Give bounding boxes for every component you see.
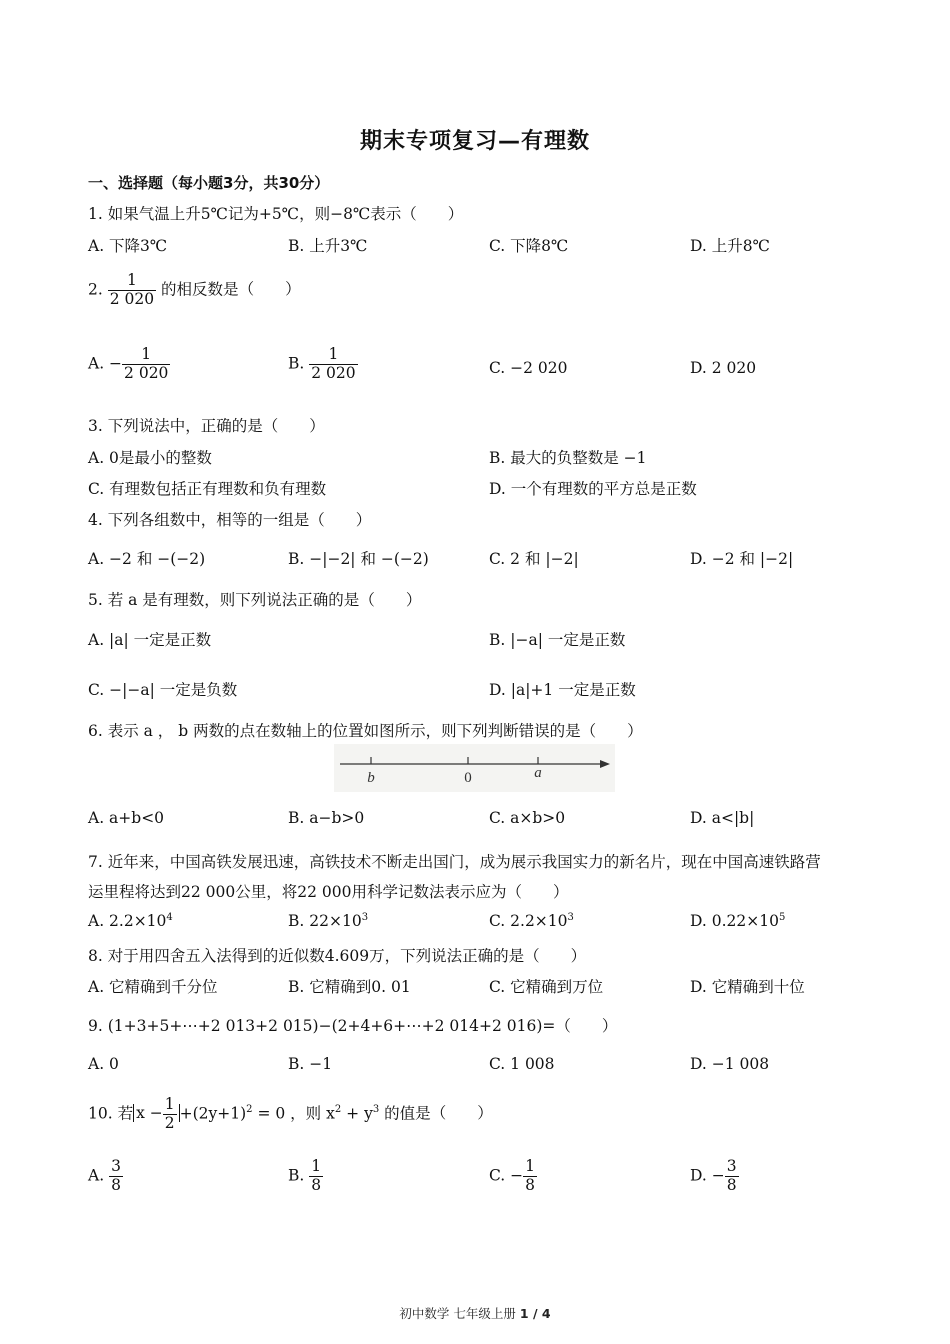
q4-option-c: C. 2 和 |−2| [489,550,579,568]
fraction [108,272,156,309]
fraction-denominator: 2 020 [124,363,169,382]
answer-blank: （ ） [262,417,325,435]
question-7-line-1: 7. 近年来，中国高铁发展迅速，高铁技术不断走出国门，成为展示我国实力的新名片，现在中国高速铁路营 [88,853,821,871]
q9-option-a: A. 0 [88,1055,119,1073]
question-10 [88,1095,493,1133]
option-label: A. [88,1166,105,1185]
q4-option-a: A. −2 和 −(−2) [88,550,206,568]
q6-option-c: C. a×b>0 [489,809,566,827]
q3-option-d: D. 一个有理数的平方总是正数 [489,480,697,498]
number-line-figure [334,744,615,792]
question-5-stem: 5. 若 a 是有理数，则下列说法正确的是 [88,591,360,609]
question-2 [88,271,301,309]
expression-text: +(2y+1) [179,1104,247,1123]
question-8 [88,944,587,966]
answer-blank: （ ） [359,591,422,609]
label-zero: 0 [464,770,472,786]
q7-option-a [88,912,173,930]
q2-option-d: D. 2 020 [690,359,757,377]
question-7-line-2 [88,880,569,902]
q9-option-d: D. −1 008 [690,1055,770,1073]
expression-text: = 0 ，则 [257,1104,322,1123]
expression-text: x [326,1104,335,1123]
expression-text: x − [136,1104,163,1123]
q5-option-d: D. |a|+1 一定是正数 [489,681,636,699]
option-text: D. 0.22×10 [690,912,779,931]
q2-option-b [288,346,358,383]
exponent: 5 [778,912,786,923]
fraction-denominator: 8 [111,1175,121,1194]
q7-option-b [288,912,368,930]
fraction [163,1096,177,1133]
fraction-denominator: 8 [311,1175,322,1194]
q5-option-b: B. |−a| 一定是正数 [489,631,626,649]
q6-option-b: B. a−b>0 [288,809,365,827]
expression-text: + y [341,1104,373,1123]
fraction-numerator: 1 [328,345,339,363]
fraction-numerator: 1 [141,345,152,363]
question-1-stem: 1. 如果气温上升5℃记为+5℃，则−8℃表示 [88,205,402,223]
answer-blank: （ ） [506,883,569,901]
fraction-numerator: 1 [164,1095,175,1113]
q1-option-a: A. 下降3℃ [88,237,168,255]
question-3-stem: 3. 下列说法中，正确的是 [88,417,263,435]
fraction-denominator: 2 020 [109,289,155,308]
exponent: 3 [567,912,574,923]
fraction [109,1158,123,1195]
q1-option-d: D. 上升8℃ [690,237,770,255]
answer-blank: （ ） [580,722,643,740]
fraction-denominator: 8 [726,1175,737,1194]
footer-text: 初中数学 七年级上册 [399,1306,516,1321]
q6-option-a: A. a+b<0 [88,809,165,827]
q10-option-b [288,1158,323,1195]
answer-blank: （ ） [238,280,301,299]
question-8-stem: 8. 对于用四舍五入法得到的近似数4.609万，下列说法正确的是 [88,947,525,965]
exponent: 2 [246,1104,253,1116]
question-1 [88,202,464,224]
fraction-denominator: 2 020 [311,363,356,382]
q6-option-d: D. a<|b| [690,809,755,827]
q3-option-a: A. 0是最小的整数 [88,449,212,467]
option-label: D. − [690,1166,725,1185]
option-text: C. 2.2×10 [489,912,568,931]
answer-blank: （ ） [309,511,372,529]
q8-option-a: A. 它精确到千分位 [88,978,218,996]
q10-option-a [88,1158,123,1195]
fraction-numerator: 1 [126,271,137,289]
option-text: B. 22×10 [288,912,362,931]
q4-option-d: D. −2 和 |−2| [690,550,794,568]
question-6 [88,719,643,741]
q1-option-b: B. 上升3℃ [288,237,368,255]
q3-option-b: B. 最大的负整数是 −1 [489,449,647,467]
page-number: 1 / 4 [519,1306,551,1321]
exponent: 3 [372,1104,380,1116]
question-3 [88,414,325,436]
fraction [309,1158,323,1195]
question-4-stem: 4. 下列各组数中，相等的一组是 [88,511,310,529]
option-label: C. − [489,1166,524,1185]
section-heading: 一、选择题（每小题3分，共30分） [88,174,330,192]
question-9 [88,1014,618,1036]
question-9-stem: 9. (1+3+5+⋯+2 013+2 015)−(2+4+6+⋯+2 014+2 016)= [88,1017,556,1035]
absolute-value [133,1095,180,1132]
q9-option-c: C. 1 008 [489,1055,555,1073]
fraction [725,1158,739,1195]
question-2-number: 2. [88,280,103,299]
option-label: A. − [88,354,123,373]
number-line [334,744,615,792]
q4-option-b: B. −|−2| 和 −(−2) [288,550,429,568]
question-7-stem: 运里程将达到22 000公里，将22 000用科学记数法表示应为 [88,883,507,901]
fraction-numerator: 3 [726,1157,737,1175]
question-5 [88,588,422,610]
q9-option-b: B. −1 [288,1055,333,1073]
q8-option-b: B. 它精确到0. 01 [288,978,411,996]
question-2-stem: 的相反数是 [161,280,239,299]
q8-option-d: D. 它精确到十位 [690,978,805,996]
q2-option-c: C. −2 020 [489,359,568,377]
fraction [309,346,357,383]
fraction-denominator: 2 [164,1113,175,1132]
q7-option-d [690,912,785,930]
question-10-number: 10. 若 [88,1104,134,1123]
q8-option-c: C. 它精确到万位 [489,978,604,996]
fraction [122,346,170,383]
page-title: 期末专项复习—有理数 [359,129,590,154]
label-b: b [367,770,375,786]
exponent: 3 [361,912,369,923]
answer-blank: （ ） [524,947,587,965]
option-label: B. [288,354,305,373]
q5-option-a: A. |a| 一定是正数 [88,631,212,649]
q7-option-c [489,912,574,930]
fraction-denominator: 8 [525,1175,536,1194]
label-a: a [534,765,542,781]
fraction-numerator: 1 [311,1157,322,1175]
answer-blank: （ ） [401,205,464,223]
q1-option-c: C. 下降8℃ [489,237,569,255]
exponent: 4 [166,912,173,923]
q10-option-d [690,1158,739,1195]
q3-option-c: C. 有理数包括正有理数和负有理数 [88,480,327,498]
arrow-head-icon [600,760,610,768]
question-10-stem: 的值是 [384,1104,431,1123]
q10-option-c [489,1158,537,1195]
exponent: 2 [334,1104,342,1116]
question-6-stem: 6. 表示 a ， b 两数的点在数轴上的位置如图所示，则下列判断错误的是 [88,722,581,740]
question-4 [88,508,372,530]
fraction [523,1158,537,1195]
page-footer [0,1304,950,1322]
option-label: B. [288,1166,305,1185]
answer-blank: （ ） [555,1017,618,1035]
fraction-numerator: 3 [111,1157,121,1175]
q5-option-c: C. −|−a| 一定是负数 [88,681,238,699]
fraction-numerator: 1 [525,1157,536,1175]
q2-option-a [88,346,170,383]
option-text: A. 2.2×10 [88,912,167,931]
answer-blank: （ ） [430,1104,493,1123]
